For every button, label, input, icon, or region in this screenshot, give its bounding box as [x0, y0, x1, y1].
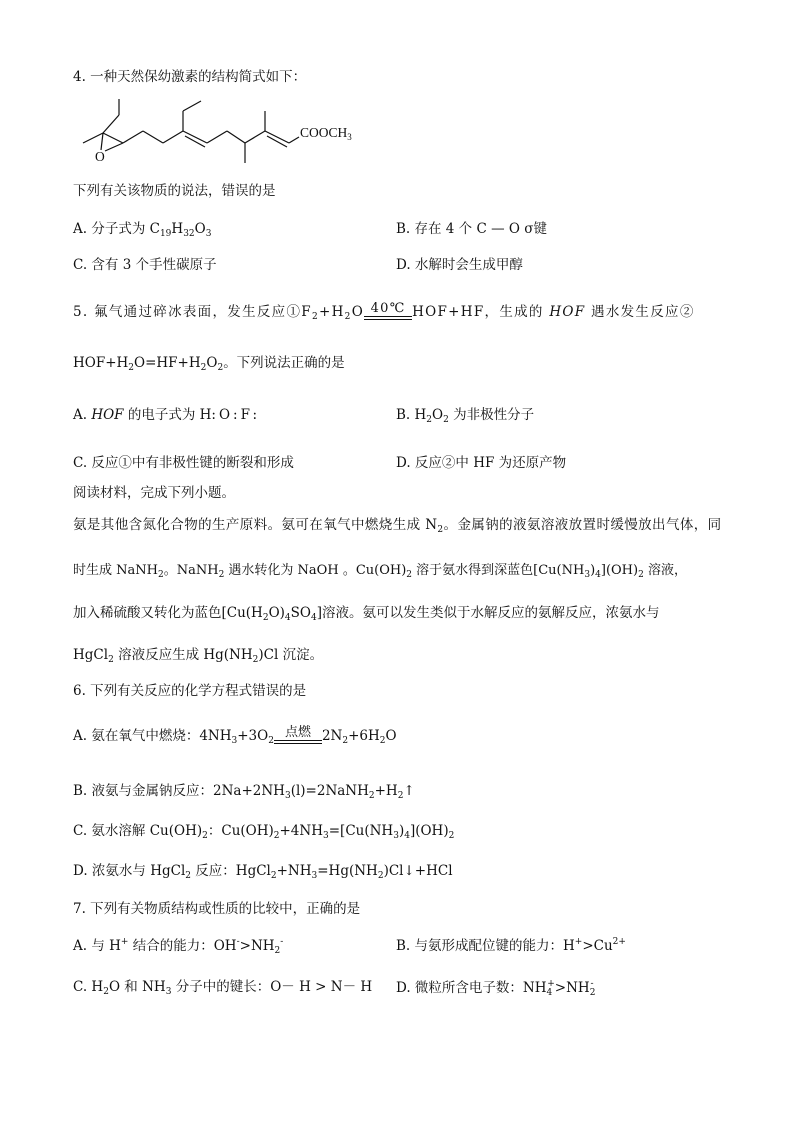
epoxide-oxygen-label: O	[95, 149, 105, 164]
reading-line2: 时生成 NaNH$_2$。NaNH$_2$ 遇水转化为 NaOH 。$Cu(OH)_2$ 溶于氨水得到深蓝色$[Cu(NH_3)_4](OH)_2$ 溶液，	[73, 563, 687, 580]
q7-options-row2	[73, 978, 724, 1000]
q4-stem: 4. 一种天然保幼激素的结构简式如下：	[73, 69, 307, 85]
q6-option-a[interactable]: A. 氨在氧气中燃烧：$4NH_3+3O_2$ 点燃 $2N_2+6H_2O$	[73, 725, 397, 746]
q7-options-row1	[73, 936, 724, 958]
q6-stem: 6. 下列有关反应的化学方程式错误的是	[73, 683, 307, 699]
q5-options-row2	[73, 454, 724, 474]
q7-option-c[interactable]: C. $H_2O$ 和 $NH_3$ 分子中的键长：O－ H > N－ H	[73, 979, 373, 997]
reaction-condition-arrow: 40℃	[364, 302, 412, 320]
ignition-condition-arrow: 点燃	[274, 726, 322, 744]
q6-option-b[interactable]: B. 液氨与金属钠反应：$2Na+2NH_3(l)=2NaNH_2+H_2↑$	[73, 783, 415, 801]
reading-line3: 加入稀硫酸又转化为蓝色$[Cu(H_2O)_4SO_4]$溶液。氨可以发生类似于水解反应的氨解反应，浓氨水与	[73, 605, 660, 623]
q4-option-a[interactable]: A. 分子式为 $C_{19}H_{32}O_3$	[73, 221, 212, 239]
q4-question: 下列有关该物质的说法，错误的是	[73, 183, 276, 199]
reading-intro: 阅读材料，完成下列小题。	[73, 485, 235, 501]
q4-option-d[interactable]: D. 水解时会生成甲醇	[396, 257, 523, 273]
q7-stem: 7. 下列有关物质结构或性质的比较中，正确的是	[73, 901, 361, 917]
q4-options-row1	[73, 220, 724, 240]
q6-option-d[interactable]: D. 浓氨水与 HgCl$_2$ 反应：$HgCl_2+NH_3=Hg(NH_2)Cl↓+HCl$	[73, 863, 453, 881]
q5-option-d[interactable]: D. 反应②中 HF 为还原产物	[396, 455, 567, 471]
q5-option-a[interactable]: A. HOF 的电子式为 H:O:F:	[73, 407, 261, 423]
q4-options-row2	[73, 256, 724, 276]
q5-stem-line1: 5. 氟气通过碎冰表面，发生反应$①F_2+H_2O$ 40℃ HOF+HF，生成的 HOF 遇水发生反应②	[73, 301, 695, 322]
q5-option-b[interactable]: B. $H_2O_2$ 为非极性分子	[396, 407, 535, 425]
q7-option-b[interactable]: B. 与氨形成配位键的能力：$H^+>Cu^{2+}$	[396, 937, 626, 954]
q6-option-c[interactable]: C. 氨水溶解 $Cu(OH)_2$：$Cu(OH)_2+4NH_3=[Cu(NH_3)_4](OH)_2$	[73, 823, 455, 841]
juvenile-hormone-structure	[75, 95, 385, 170]
reading-line4: HgCl$_2$ 溶液反应生成 $Hg(NH_2)Cl$ 沉淀。	[73, 647, 324, 665]
q4-option-b[interactable]: B. 存在 4 个 C — O σ键	[396, 221, 547, 237]
hof-lewis-structure: :O:F:	[211, 407, 261, 423]
q5-option-c[interactable]: C. 反应①中有非极性键的断裂和形成	[73, 455, 294, 471]
q4-option-c[interactable]: C. 含有 3 个手性碳原子	[73, 257, 217, 273]
ester-group-label: $COOCH_3$	[300, 125, 352, 142]
q5-stem-line2: $HOF+H_2O=HF+H_2O_2$。下列说法正确的是	[73, 355, 345, 373]
reading-line1: 氨是其他含氮化合物的生产原料。氨可在氧气中燃烧生成 $N_2$。金属钠的液氨溶液放置时缓慢放出气体，同	[73, 517, 722, 535]
q7-option-a[interactable]: A. 与 H+ 结合的能力：$OH^->NH_2^-$	[73, 937, 284, 956]
q7-option-d[interactable]: D. 微粒所含电子数：$NH_4^+>NH_2^-$	[396, 979, 596, 998]
q5-options-row1	[73, 406, 724, 430]
